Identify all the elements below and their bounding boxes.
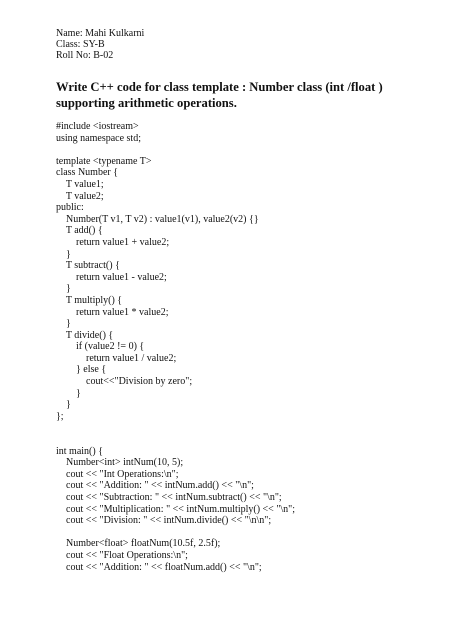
code-line	[56, 434, 444, 446]
code-line: T value2;	[56, 190, 104, 202]
code-line: cout << "Division: " << intNum.divide() << "\n\n";	[56, 515, 272, 527]
code-line: cout << "Addition: " << intNum.add() << "\n";	[56, 480, 254, 492]
code-line: };	[56, 410, 64, 422]
code-line: public:	[56, 202, 84, 214]
code-line: }	[56, 387, 81, 399]
code-line: using namespace std;	[56, 132, 141, 144]
code-line: cout << "Float Operations:\n";	[56, 549, 188, 561]
code-line: }	[56, 283, 71, 295]
code-line: T subtract() {	[56, 260, 120, 272]
code-line: cout << "Int Operations:\n";	[56, 468, 179, 480]
student-header	[56, 28, 444, 61]
code-line: #include <iostream>	[56, 121, 139, 132]
code-line: cout<<"Division by zero";	[56, 376, 193, 388]
student-class: Class: SY-B	[56, 39, 105, 50]
code-line: return value1 - value2;	[56, 271, 167, 283]
code-line: Number<int> intNum(10, 5);	[56, 457, 184, 469]
code-line: cout << "Addition: " << floatNum.add() << "\n";	[56, 561, 262, 573]
code-listing	[56, 121, 444, 573]
code-line: return value1 / value2;	[56, 352, 177, 364]
code-line: T value1;	[56, 178, 104, 190]
assignment-title: Write C++ code for class template : Number class (int /float ) supporting arithmetic operations.	[56, 80, 383, 110]
code-line: if (value2 != 0) {	[56, 341, 145, 353]
code-line: return value1 * value2;	[56, 306, 169, 318]
code-line: T multiply() {	[56, 294, 123, 306]
student-name: Name: Mahi Kulkarni	[56, 28, 145, 39]
code-line: }	[56, 248, 71, 260]
code-line: template <typename T>	[56, 155, 152, 167]
code-line	[56, 422, 444, 434]
code-line: return value1 + value2;	[56, 236, 170, 248]
code-line	[56, 144, 444, 156]
code-line	[56, 527, 444, 539]
code-line: Number(T v1, T v2) : value1(v1), value2(v2) {}	[56, 213, 259, 225]
code-line: class Number {	[56, 167, 119, 179]
code-line: Number<float> floatNum(10.5f, 2.5f);	[56, 538, 221, 550]
code-line: cout << "Subtraction: " << intNum.subtract() << "\n";	[56, 492, 282, 503]
student-roll-number: Roll No: B-02	[56, 50, 114, 61]
code-line: } else {	[56, 364, 107, 376]
code-line: }	[56, 399, 71, 411]
code-line: int main() {	[56, 445, 104, 457]
code-line: cout << "Multiplication: " << intNum.multiply() << "\n";	[56, 503, 296, 515]
code-line: }	[56, 318, 71, 330]
code-line: T add() {	[56, 225, 103, 237]
code-line: T divide() {	[56, 329, 114, 341]
